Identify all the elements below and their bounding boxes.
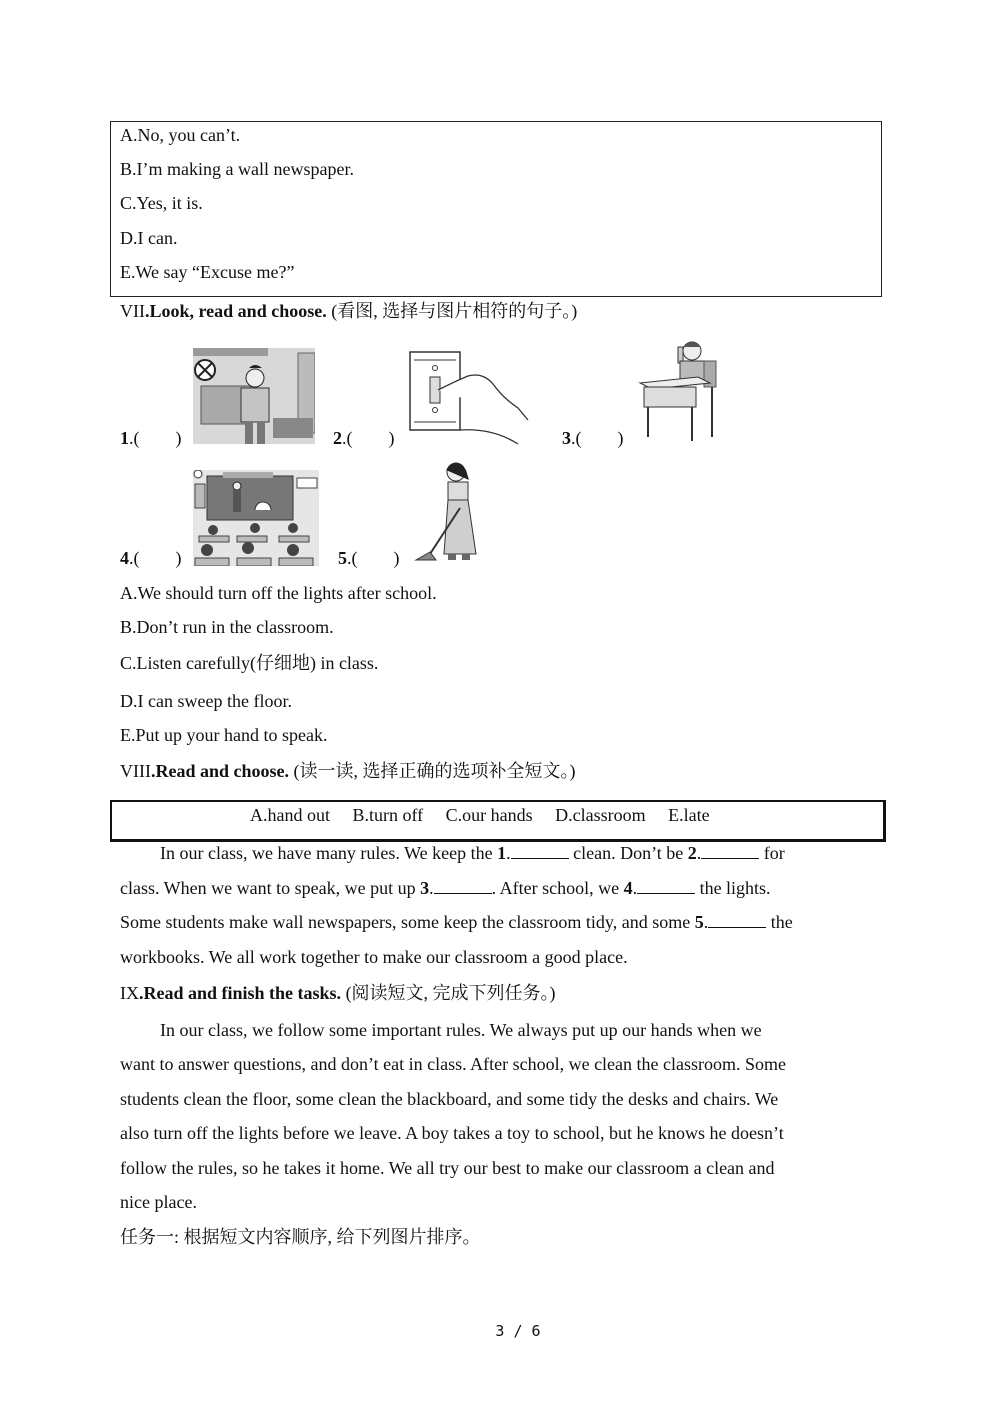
- item-1-label: 1.( ): [120, 428, 182, 448]
- picture-teacher-and-students-in-class: [193, 470, 319, 566]
- blank-1[interactable]: [511, 844, 569, 859]
- passage-line: class. When we want to speak, we put up 3. . After school, we 4. the lights.: [120, 878, 771, 898]
- picture-boy-running-in-classroom: [193, 348, 315, 444]
- section-title: .Look, read and choose.: [145, 301, 327, 321]
- blank-2[interactable]: [701, 844, 759, 859]
- passage-line: Some students make wall newspapers, some keep the classroom tidy, and some 5. the: [120, 912, 793, 932]
- word-option-b: B.turn off: [352, 805, 424, 825]
- passage-line: In our class, we have many rules. We keep the 1. clean. Don’t be 2. for: [160, 843, 785, 863]
- blank-4[interactable]: [637, 879, 695, 894]
- word-bank: [250, 804, 710, 826]
- item-3-label: 3.( ): [562, 428, 624, 448]
- reading-line: nice place.: [120, 1192, 197, 1212]
- answer-option-a: A.No, you can’t.: [120, 125, 241, 145]
- word-option-d: D.classroom: [555, 805, 646, 825]
- section-numeral: VII: [120, 301, 145, 321]
- picture-boy-raising-hand-at-desk: [638, 337, 720, 443]
- word-option-a: A.hand out: [250, 805, 330, 825]
- reading-line: In our class, we follow some important rules. We always put up our hands when we: [160, 1020, 762, 1040]
- section-7-heading: [120, 300, 577, 322]
- picture-hand-turning-off-light-switch: [408, 350, 543, 446]
- answer-option-c: C.Yes, it is.: [120, 193, 203, 213]
- blank-3[interactable]: [434, 879, 492, 894]
- picture-option-b: B.Don’t run in the classroom.: [120, 617, 334, 637]
- answer-option-b: B.I’m making a wall newspaper.: [120, 159, 354, 179]
- picture-option-a: A.We should turn off the lights after school.: [120, 583, 437, 603]
- section-9-heading: IX.Read and finish the tasks. (阅读短文, 完成下列任务。): [120, 983, 556, 1003]
- picture-option-c: C.Listen carefully(仔细地) in class.: [120, 653, 379, 673]
- picture-girl-sweeping-floor: [410, 460, 495, 566]
- answer-option-d: D.I can.: [120, 228, 178, 248]
- reading-line: also turn off the lights before we leave. A boy takes a toy to school, but he knows he doesn’t: [120, 1123, 784, 1143]
- task-1-instruction: 任务一: 根据短文内容顺序, 给下列图片排序。: [120, 1227, 481, 1247]
- page-number: 3 / 6: [495, 1322, 541, 1340]
- blank-5[interactable]: [708, 913, 766, 928]
- passage-line: workbooks. We all work together to make our classroom a good place.: [120, 947, 628, 967]
- reading-line: students clean the floor, some clean the blackboard, and some tidy the desks and chairs. We: [120, 1089, 779, 1109]
- item-5-label: 5.( ): [338, 548, 400, 568]
- picture-option-e: E.Put up your hand to speak.: [120, 725, 328, 745]
- reading-line: want to answer questions, and don’t eat in class. After school, we clean the classroom. Some: [120, 1054, 787, 1074]
- word-option-c: C.our hands: [445, 805, 533, 825]
- section-instruction: (看图, 选择与图片相符的句子。): [326, 301, 578, 321]
- answer-option-e: E.We say “Excuse me?”: [120, 262, 295, 282]
- reading-line: follow the rules, so he takes it home. We all try our best to make our classroom a clean and: [120, 1158, 775, 1178]
- section-8-heading: VIII.Read and choose. (读一读, 选择正确的选项补全短文。): [120, 761, 576, 781]
- word-option-e: E.late: [668, 805, 710, 825]
- picture-option-d: D.I can sweep the floor.: [120, 691, 292, 711]
- item-2-label: 2.( ): [333, 428, 395, 448]
- item-4-label: 4.( ): [120, 548, 182, 568]
